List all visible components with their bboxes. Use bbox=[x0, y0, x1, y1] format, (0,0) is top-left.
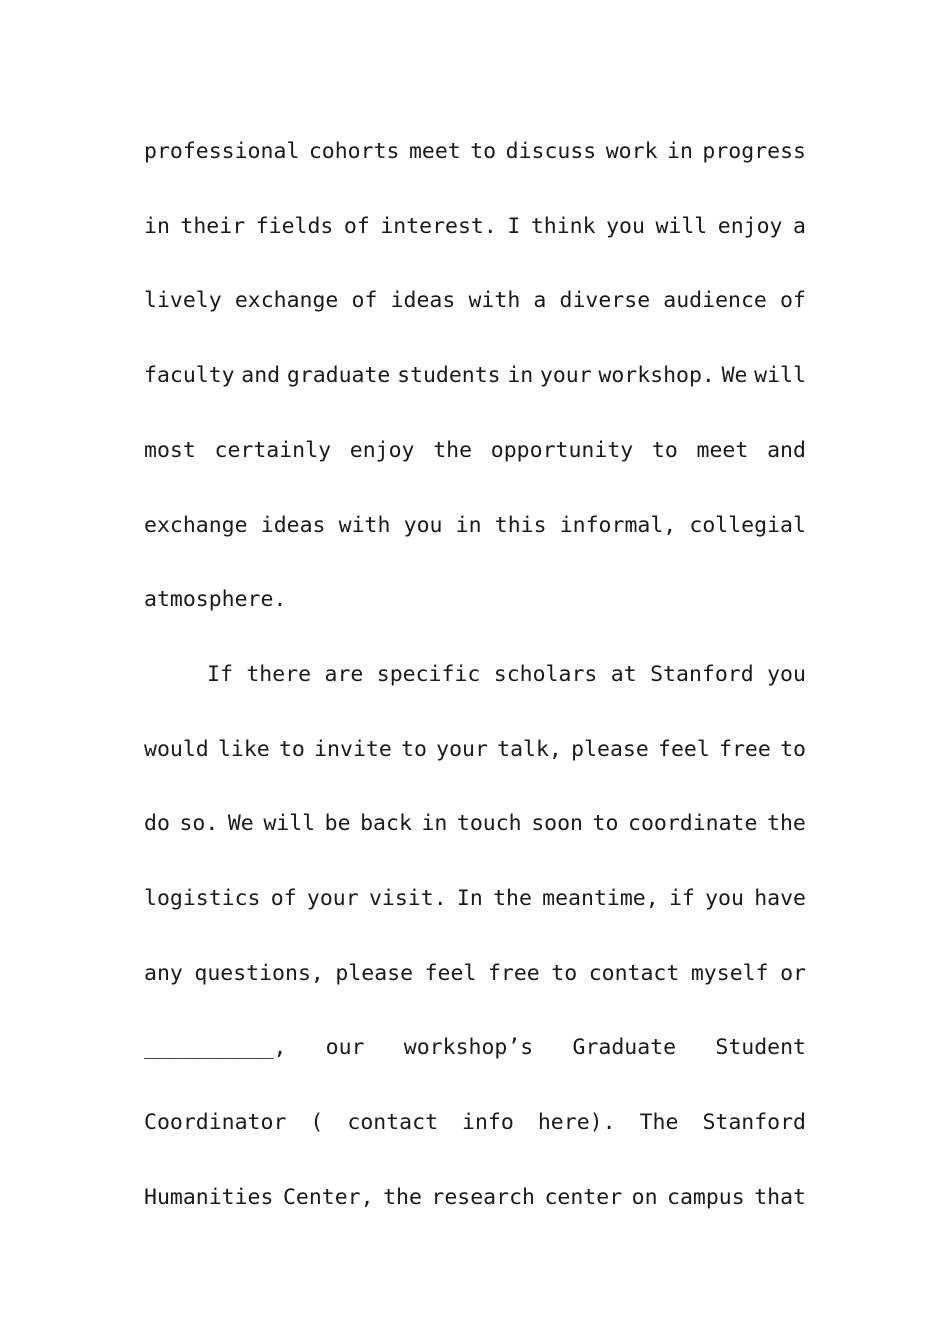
word: workshop’s bbox=[403, 1035, 534, 1061]
word: you bbox=[705, 886, 744, 911]
word: contact bbox=[588, 960, 680, 986]
word: enjoy bbox=[349, 437, 415, 463]
word: of bbox=[351, 288, 378, 314]
word: on bbox=[631, 1184, 658, 1210]
word: you bbox=[767, 661, 806, 687]
word: to bbox=[278, 736, 305, 762]
word: professional bbox=[144, 139, 300, 164]
word: graduate bbox=[286, 363, 391, 389]
word: progress bbox=[702, 139, 806, 164]
word: at bbox=[610, 661, 637, 687]
text-line bbox=[144, 736, 806, 764]
word: In bbox=[456, 886, 483, 911]
text-line bbox=[144, 1184, 806, 1212]
word: questions, bbox=[194, 960, 324, 986]
word: myself bbox=[690, 960, 769, 986]
word: the bbox=[433, 437, 473, 463]
word: workshop. bbox=[598, 363, 715, 389]
word: If bbox=[207, 661, 233, 687]
word: We bbox=[721, 363, 748, 389]
word: logistics bbox=[144, 886, 261, 911]
word: feel bbox=[424, 960, 477, 986]
word: in bbox=[421, 811, 448, 837]
word: of bbox=[270, 886, 297, 911]
word: and bbox=[241, 363, 281, 389]
word: will bbox=[655, 213, 708, 239]
word: that bbox=[754, 1184, 806, 1210]
word: Graduate bbox=[572, 1035, 677, 1061]
word: our bbox=[325, 1035, 365, 1061]
text-line bbox=[144, 586, 806, 614]
word: in bbox=[667, 139, 693, 164]
word: ( bbox=[310, 1110, 324, 1136]
word: to bbox=[592, 811, 619, 837]
word: We bbox=[227, 811, 254, 837]
word: soon bbox=[531, 811, 583, 837]
text-line bbox=[207, 661, 806, 689]
word: cohorts bbox=[308, 139, 400, 164]
word: are bbox=[324, 661, 364, 687]
word: certainly bbox=[214, 437, 332, 463]
word: fields bbox=[255, 213, 334, 239]
word: or bbox=[780, 960, 806, 986]
word: ideas bbox=[260, 512, 326, 538]
text-line bbox=[144, 810, 806, 838]
word: visit. bbox=[368, 886, 447, 911]
word: interest. bbox=[380, 213, 497, 239]
word: this bbox=[494, 512, 547, 538]
word: invite bbox=[314, 736, 392, 762]
word: feel bbox=[658, 736, 710, 762]
word: meet bbox=[696, 437, 749, 463]
word: diverse bbox=[559, 288, 651, 314]
word: to bbox=[401, 736, 427, 762]
word: of bbox=[780, 288, 806, 314]
word: ideas bbox=[390, 288, 456, 314]
word: there bbox=[246, 661, 312, 687]
word: the bbox=[493, 886, 532, 911]
word: specific bbox=[376, 661, 481, 687]
word: free bbox=[487, 960, 540, 986]
word: to bbox=[551, 960, 578, 986]
word: so. bbox=[179, 811, 219, 837]
word: would bbox=[144, 736, 209, 762]
word: Student bbox=[715, 1035, 806, 1061]
text-line bbox=[144, 362, 806, 390]
word: have bbox=[754, 886, 806, 911]
word: lively bbox=[144, 288, 222, 314]
text-line bbox=[144, 437, 806, 465]
word: of bbox=[343, 213, 370, 239]
word: a bbox=[533, 288, 547, 314]
word: any bbox=[144, 960, 183, 986]
word: in bbox=[144, 213, 170, 239]
word: think bbox=[530, 213, 596, 239]
word: students bbox=[397, 363, 501, 389]
word: faculty bbox=[144, 363, 235, 389]
text-line bbox=[144, 960, 806, 988]
word: you bbox=[606, 213, 645, 239]
word: most bbox=[144, 437, 196, 463]
word: exchange bbox=[144, 512, 248, 538]
word: talk, bbox=[497, 736, 562, 762]
word: Coordinator bbox=[144, 1110, 287, 1136]
word: if bbox=[668, 886, 695, 911]
word: The bbox=[639, 1110, 679, 1136]
word: info bbox=[462, 1110, 514, 1136]
word: center bbox=[544, 1184, 623, 1210]
word: contact bbox=[347, 1110, 439, 1136]
word: to bbox=[651, 437, 678, 463]
word: here). bbox=[537, 1110, 616, 1136]
text-line bbox=[144, 1034, 806, 1062]
line-text: atmosphere. bbox=[144, 587, 287, 613]
word: please bbox=[571, 736, 649, 762]
word: touch bbox=[456, 811, 522, 837]
word: your bbox=[539, 363, 592, 389]
word: informal, bbox=[559, 512, 677, 538]
word: in bbox=[455, 512, 482, 538]
word: with bbox=[468, 288, 521, 314]
word: scholars bbox=[493, 661, 598, 687]
word: Stanford bbox=[702, 1110, 806, 1136]
word: Stanford bbox=[650, 661, 754, 687]
word: exchange bbox=[234, 288, 339, 314]
text-line bbox=[144, 512, 806, 540]
word: meet bbox=[408, 139, 461, 164]
word: research bbox=[431, 1184, 535, 1210]
word: please bbox=[335, 960, 414, 986]
word: back bbox=[360, 811, 412, 837]
word: discuss bbox=[505, 139, 597, 164]
word: the bbox=[383, 1184, 422, 1210]
word: I bbox=[507, 213, 521, 239]
word: will bbox=[263, 811, 316, 837]
word: their bbox=[180, 213, 246, 239]
word: Center, bbox=[282, 1184, 374, 1210]
word: meantime, bbox=[542, 886, 659, 911]
word: be bbox=[324, 811, 351, 837]
word: free bbox=[719, 736, 771, 762]
word: campus bbox=[667, 1184, 745, 1210]
word: Humanities bbox=[144, 1184, 274, 1210]
word: work bbox=[605, 139, 658, 164]
word: will bbox=[754, 363, 806, 389]
word: in bbox=[507, 363, 534, 389]
text-line bbox=[144, 138, 806, 166]
word: coordinate bbox=[628, 811, 758, 837]
word: your bbox=[306, 886, 359, 911]
word: opportunity bbox=[490, 437, 634, 463]
word: your bbox=[436, 736, 488, 762]
text-line bbox=[144, 1109, 806, 1137]
word: to bbox=[780, 736, 806, 762]
word: the bbox=[767, 811, 806, 837]
word: __________, bbox=[144, 1035, 287, 1061]
word: to bbox=[470, 139, 497, 164]
word: and bbox=[767, 437, 806, 463]
text-line bbox=[144, 287, 806, 315]
text-line bbox=[144, 213, 806, 241]
word: with bbox=[338, 512, 391, 538]
word: you bbox=[403, 512, 443, 538]
word: enjoy bbox=[717, 213, 783, 239]
word: audience bbox=[663, 288, 767, 314]
word: a bbox=[793, 213, 806, 239]
text-line bbox=[144, 885, 806, 913]
word: like bbox=[217, 736, 270, 762]
word: collegial bbox=[689, 512, 806, 538]
word: do bbox=[144, 811, 170, 837]
